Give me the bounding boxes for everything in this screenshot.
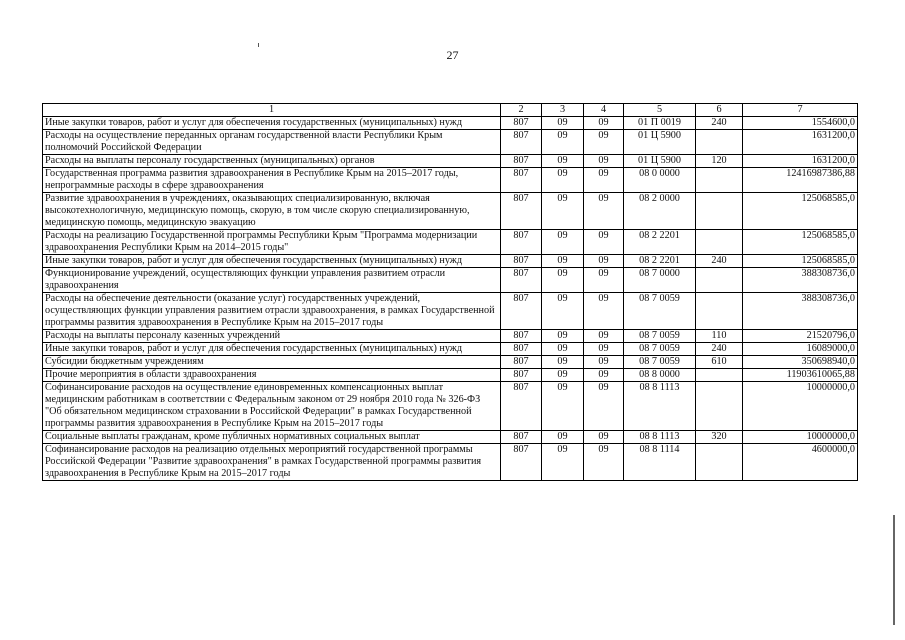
cell-amount: 1631200,0 [743,130,858,155]
table-row [43,255,858,268]
cell-name: Иные закупки товаров, работ и услуг для обеспечения государственных (муниципальных) нужд [43,255,501,268]
cell-target-article: 08 7 0059 [624,330,696,343]
table-row [43,330,858,343]
cell-ministry: 807 [501,444,542,481]
cell-name: Расходы на обеспечение деятельности (оказание услуг) государственных учреждений, осуществляющих функции управления развитием отрасли здравоохранения, в рамках Государственной программы развития здравоохранения в Республике Крым на 2015–2017 годы [43,293,501,330]
cell-section: 09 [542,330,584,343]
cell-target-article: 08 8 1114 [624,444,696,481]
cell-target-article: 01 Ц 5900 [624,130,696,155]
cell-amount: 16089000,0 [743,343,858,356]
cell-subsection: 09 [584,230,624,255]
table-row [43,444,858,481]
cell-subsection: 09 [584,268,624,293]
cell-section: 09 [542,356,584,369]
column-header: 1 [43,104,501,117]
cell-section: 09 [542,293,584,330]
cell-name: Расходы на осуществление переданных органам государственной власти Республики Крым полномочий Российской Федерации [43,130,501,155]
cell-expense-type [696,168,743,193]
cell-target-article: 08 7 0000 [624,268,696,293]
cell-section: 09 [542,117,584,130]
scan-mark [893,515,895,625]
budget-table [42,103,858,481]
cell-amount: 1631200,0 [743,155,858,168]
cell-subsection: 09 [584,255,624,268]
cell-name: Расходы на реализацию Государственной программы Республики Крым "Программа модернизации здравоохранения Республики Крым на 2014–2015 годы" [43,230,501,255]
cell-amount: 4600000,0 [743,444,858,481]
table-row [43,369,858,382]
cell-ministry: 807 [501,193,542,230]
cell-expense-type [696,293,743,330]
cell-section: 09 [542,130,584,155]
cell-target-article: 08 8 1113 [624,382,696,431]
cell-section: 09 [542,382,584,431]
table-row [43,193,858,230]
cell-ministry: 807 [501,155,542,168]
cell-expense-type [696,130,743,155]
cell-ministry: 807 [501,431,542,444]
cell-ministry: 807 [501,168,542,193]
cell-target-article: 08 2 0000 [624,193,696,230]
scan-mark [258,43,259,47]
cell-ministry: 807 [501,369,542,382]
table-row [43,155,858,168]
cell-section: 09 [542,431,584,444]
cell-subsection: 09 [584,193,624,230]
cell-expense-type [696,193,743,230]
table-row [43,343,858,356]
cell-name: Социальные выплаты гражданам, кроме публичных нормативных социальных выплат [43,431,501,444]
cell-ministry: 807 [501,356,542,369]
cell-section: 09 [542,155,584,168]
table-body [43,117,858,481]
cell-subsection: 09 [584,382,624,431]
cell-name: Прочие мероприятия в области здравоохранения [43,369,501,382]
cell-name: Софинансирование расходов на осуществление единовременных компенсационных выплат медицинским работникам в соответствии с Федеральным законом от 29 ноября 2010 года № 326-ФЗ "Об обязательном медицинском страховании в Российской Федерации" в рамках Государственной программы развития здравоохранения в Республике Крым на 2015–2017 годы [43,382,501,431]
cell-target-article: 08 7 0059 [624,356,696,369]
cell-expense-type: 240 [696,343,743,356]
column-header: 5 [624,104,696,117]
table-row [43,356,858,369]
cell-ministry: 807 [501,130,542,155]
table-row [43,130,858,155]
cell-name: Развитие здравоохранения в учреждениях, оказывающих специализированную, включая высокотехнологичную, медицинскую помощь, скорую, в том числе скорую специализированную, медицинскую помощь, медицинскую эвакуацию [43,193,501,230]
cell-section: 09 [542,230,584,255]
cell-ministry: 807 [501,343,542,356]
cell-expense-type [696,382,743,431]
cell-section: 09 [542,444,584,481]
cell-subsection: 09 [584,330,624,343]
column-header: 7 [743,104,858,117]
cell-name: Иные закупки товаров, работ и услуг для обеспечения государственных (муниципальных) нужд [43,117,501,130]
header-row [43,104,858,117]
cell-ministry: 807 [501,382,542,431]
cell-name: Иные закупки товаров, работ и услуг для обеспечения государственных (муниципальных) нужд [43,343,501,356]
cell-amount: 21520796,0 [743,330,858,343]
cell-expense-type [696,444,743,481]
cell-amount: 1554600,0 [743,117,858,130]
cell-subsection: 09 [584,130,624,155]
cell-section: 09 [542,268,584,293]
cell-target-article: 08 2 2201 [624,255,696,268]
cell-name: Функционирование учреждений, осуществляющих функции управления развитием отрасли здравоохранения [43,268,501,293]
cell-subsection: 09 [584,155,624,168]
cell-section: 09 [542,193,584,230]
table-row [43,168,858,193]
cell-ministry: 807 [501,268,542,293]
cell-section: 09 [542,168,584,193]
table-row [43,268,858,293]
cell-amount: 125068585,0 [743,230,858,255]
cell-name: Государственная программа развития здравоохранения в Республике Крым на 2015–2017 годы, непрограммные расходы в сфере здравоохранения [43,168,501,193]
cell-amount: 388308736,0 [743,293,858,330]
cell-target-article: 01 П 0019 [624,117,696,130]
cell-section: 09 [542,255,584,268]
cell-target-article: 01 Ц 5900 [624,155,696,168]
cell-amount: 12416987386,88 [743,168,858,193]
column-header: 4 [584,104,624,117]
cell-expense-type [696,230,743,255]
cell-name: Расходы на выплаты персоналу государственных (муниципальных) органов [43,155,501,168]
cell-subsection: 09 [584,343,624,356]
cell-expense-type: 110 [696,330,743,343]
cell-ministry: 807 [501,330,542,343]
cell-target-article: 08 0 0000 [624,168,696,193]
cell-expense-type [696,268,743,293]
cell-expense-type: 320 [696,431,743,444]
cell-target-article: 08 8 1113 [624,431,696,444]
cell-subsection: 09 [584,431,624,444]
cell-expense-type: 240 [696,117,743,130]
cell-name: Расходы на выплаты персоналу казенных учреждений [43,330,501,343]
cell-subsection: 09 [584,356,624,369]
cell-subsection: 09 [584,293,624,330]
cell-expense-type: 240 [696,255,743,268]
cell-amount: 11903610065,88 [743,369,858,382]
table-row [43,117,858,130]
table-row [43,382,858,431]
table-row [43,293,858,330]
cell-subsection: 09 [584,117,624,130]
cell-ministry: 807 [501,117,542,130]
cell-target-article: 08 2 2201 [624,230,696,255]
column-header: 6 [696,104,743,117]
page-number: 27 [446,48,459,62]
cell-subsection: 09 [584,444,624,481]
cell-amount: 388308736,0 [743,268,858,293]
cell-amount: 10000000,0 [743,382,858,431]
cell-amount: 10000000,0 [743,431,858,444]
table-row [43,230,858,255]
cell-expense-type: 610 [696,356,743,369]
cell-amount: 125068585,0 [743,193,858,230]
cell-amount: 350698940,0 [743,356,858,369]
cell-section: 09 [542,343,584,356]
cell-expense-type: 120 [696,155,743,168]
column-header: 2 [501,104,542,117]
table-row [43,431,858,444]
cell-subsection: 09 [584,168,624,193]
cell-ministry: 807 [501,230,542,255]
cell-ministry: 807 [501,255,542,268]
cell-expense-type [696,369,743,382]
cell-target-article: 08 8 0000 [624,369,696,382]
column-header: 3 [542,104,584,117]
cell-subsection: 09 [584,369,624,382]
cell-target-article: 08 7 0059 [624,293,696,330]
cell-name: Субсидии бюджетным учреждениям [43,356,501,369]
cell-name: Софинансирование расходов на реализацию отдельных мероприятий государственной программы Российской Федерации "Развитие здравоохранения" в рамках Государственной программы развития здравоохранения в Республике Крым на 2015–2017 годы [43,444,501,481]
cell-target-article: 08 7 0059 [624,343,696,356]
cell-amount: 125068585,0 [743,255,858,268]
cell-ministry: 807 [501,293,542,330]
cell-section: 09 [542,369,584,382]
